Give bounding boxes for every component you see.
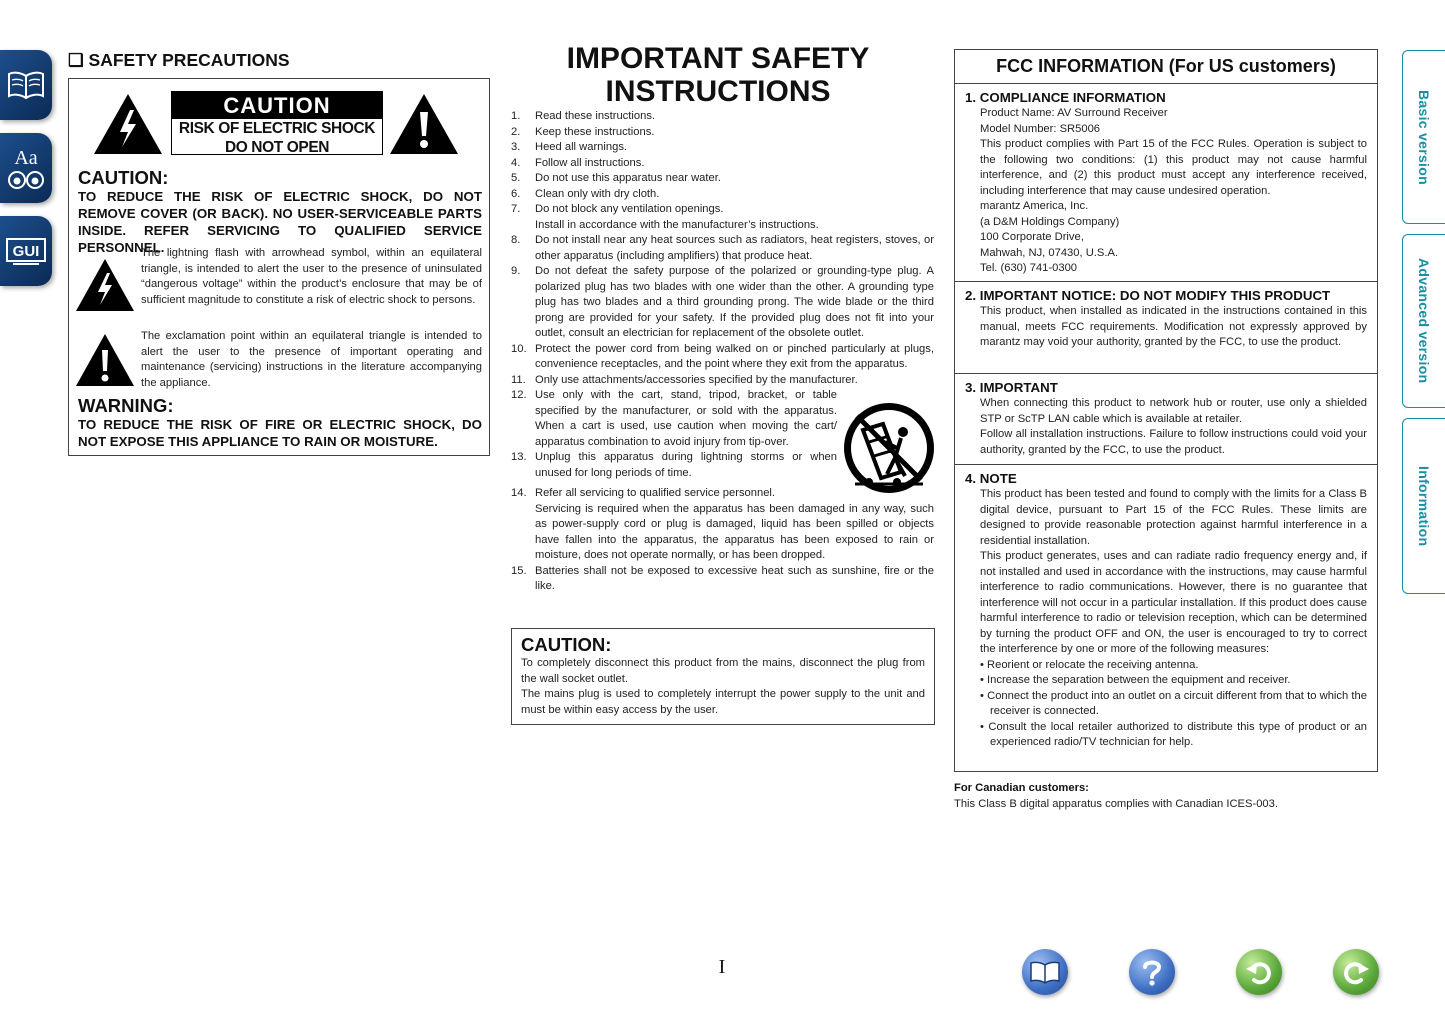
contents-tab[interactable] <box>0 50 52 120</box>
fcc-text: This product generates, uses and can radiate radio frequency energy and, if not installed and used in accordance with the instructions, may cause harmful interference to radio communications. However, there is no guarantee that interference will not occur in a particular installation. If this product does cause harmful interference to radio or television reception, which can be determined by turning the product OFF and ON, the user is encouraged to try to correct the interference by one or more of the following measures: <box>980 550 1367 655</box>
instruction-item: 11. Only use attachments/accessories specified by the manufacturer. <box>511 373 858 386</box>
index-tab[interactable] <box>0 133 52 203</box>
fcc-line: marantz America, Inc. <box>980 200 1089 212</box>
book-icon <box>1029 960 1061 984</box>
caution-sign <box>171 91 383 155</box>
fcc-text: This product, when installed as indicated in the instructions contained in this manual, meets FCC requirements. Modification not expressly approved by marantz may void your authority, granted by the FCC, to use the product. <box>980 305 1367 348</box>
svg-text:GUI: GUI <box>12 243 40 260</box>
fcc-section-heading: 3. IMPORTANT <box>965 380 1058 395</box>
fcc-line: Tel. (630) 741-0300 <box>980 262 1078 274</box>
tab-basic-version[interactable] <box>1402 50 1445 224</box>
instruction-item: 1. Read these instructions. <box>511 110 656 122</box>
instruction-item: 13. Unplug this apparatus during lightning storms or when unused for long periods of time. <box>511 451 837 479</box>
fcc-line: 100 Corporate Drive, <box>980 231 1084 243</box>
help-button[interactable] <box>1129 949 1175 995</box>
page-title-line2: INSTRUCTIONS <box>605 75 831 108</box>
tab-basic-version-label: Basic version <box>1416 89 1432 185</box>
caution-box-text: The mains plug is used to completely interrupt the power supply to the unit and must be within easy access by the user. <box>521 688 925 716</box>
tab-information[interactable] <box>1402 418 1445 594</box>
back-button[interactable] <box>1236 949 1282 995</box>
fcc-section-notice <box>955 282 1377 374</box>
warning-heading: WARNING: <box>78 395 174 416</box>
exclamation-symbol-text: The exclamation point within an equilateral triangle is intended to alert the user to the presence of important operating and maintenance (servicing) instructions in the literature accompanying the appliance. <box>141 330 482 389</box>
lightning-warning-icon <box>92 92 164 156</box>
exclamation-warning-icon <box>388 92 460 156</box>
canadian-heading: For Canadian customers: <box>954 782 1089 794</box>
caution-text: TO REDUCE THE RISK OF ELECTRIC SHOCK, DO NOT REMOVE COVER (OR BACK). NO USER-SERVICEABLE PARTS INSIDE. REFER SERVICING TO QUALIFIED SERVICE PERSONNEL. <box>78 189 482 255</box>
instruction-item: 6. Clean only with dry cloth. <box>511 187 660 200</box>
fcc-line: Product Name: AV Surround Receiver <box>980 107 1168 119</box>
fcc-section-compliance <box>955 84 1377 282</box>
caution-box <box>511 628 935 725</box>
tab-information-label: Information <box>1416 465 1432 547</box>
instruction-item: 8. Do not install near any heat sources such as radiators, heat registers, stoves, or other apparatus (including amplifiers) that produce heat. <box>511 234 934 262</box>
fcc-line: Mahwah, NJ, 07430, U.S.A. <box>980 246 1119 259</box>
fcc-line: (a D&M Holdings Company) <box>980 215 1120 228</box>
page-number: I <box>718 956 726 978</box>
instructions-list <box>511 109 934 595</box>
fcc-information-box <box>954 49 1378 772</box>
fcc-section-heading: 4. NOTE <box>965 471 1017 486</box>
fcc-section-note <box>955 465 1377 755</box>
instruction-item: 2. Keep these instructions. <box>511 125 655 138</box>
lightning-symbol-text: The lightning flash with arrowhead symbol, within an equilateral triangle, is intended to alert the user to the presence of uninsulated “dangerous voltage” within the product’s enclosure that may be of sufficient magnitude to constitute a risk of electric shock to persons. <box>141 247 482 306</box>
instruction-item: 10. Protect the power cord from being walked on or pinched particularly at plugs, convenience receptacles, and the point where they exit from the apparatus. <box>511 342 934 370</box>
page-title <box>511 42 925 108</box>
cart-warning-icon <box>843 402 935 494</box>
instruction-item: 3. Heed all warnings. <box>511 141 628 153</box>
warning-text: TO REDUCE THE RISK OF FIRE OR ELECTRIC SHOCK, DO NOT EXPOSE THIS APPLIANCE TO RAIN OR MOISTURE. <box>78 417 482 449</box>
lightning-symbol-icon <box>74 257 136 313</box>
svg-text:Aa: Aa <box>14 147 38 169</box>
instruction-item: 4. Follow all instructions. <box>511 156 645 169</box>
fcc-line: This product complies with Part 15 of the FCC Rules. Operation is subject to the following two conditions: (1) this product may not cause harmful interference, and (2) this product must accept any interference received, including interference that may cause undesired operation. <box>980 138 1367 197</box>
instruction-item: 12. Use only with the cart, stand, tripod, bracket, or table specified by the manufacturer, or sold with the apparatus. When a cart is used, use caution when moving the cart/ apparatus combination to avoid injury from tip-over. <box>511 389 837 448</box>
redo-arrow-icon <box>1341 957 1371 987</box>
instruction-item: 14. Refer all servicing to qualified service personnel. Servicing is required when the apparatus has been damaged in any way, such as power-supply cord or plug is damaged, liquid has been spilled or objects have fallen into the apparatus, the apparatus has been exposed to rain or moisture, does not operate normally, or has been dropped. <box>511 487 934 561</box>
index-icon <box>6 140 46 196</box>
instruction-item: 5. Do not use this apparatus near water. <box>511 172 721 184</box>
caution-sign-title: CAUTION <box>172 92 382 119</box>
caution-sign-line1: RISK OF ELECTRIC SHOCK <box>178 120 376 137</box>
contents-button[interactable] <box>1022 949 1068 995</box>
tab-advanced-version-label: Advanced version <box>1416 258 1432 384</box>
question-icon <box>1139 957 1165 987</box>
fcc-bullet: • Consult the local retailer authorized to distribute this type of product or an experienced radio/TV technician for help. <box>980 720 1367 748</box>
undo-arrow-icon <box>1244 957 1274 987</box>
fcc-text: This product has been tested and found to comply with the limits for a Class B digital device, pursuant to Part 15 of the FCC Rules. These limits are designed to provide reasonable protection against harmful interference in a residential installation. <box>980 488 1367 547</box>
tab-advanced-version[interactable] <box>1402 234 1445 408</box>
forward-button[interactable] <box>1333 949 1379 995</box>
safety-precautions-box <box>68 78 490 456</box>
fcc-text: When connecting this product to network hub or router, use only a shielded STP or ScTP LAN cable which is available at retailer. <box>980 397 1367 425</box>
gui-icon <box>5 235 47 267</box>
fcc-section-important <box>955 374 1377 465</box>
instruction-item: 7. Do not block any ventilation openings. Install in accordance with the manufacturer’s instructions. <box>511 203 819 231</box>
fcc-bullet: • Reorient or relocate the receiving antenna. <box>980 658 1199 671</box>
fcc-bullet: • Increase the separation between the equipment and receiver. <box>980 674 1291 686</box>
safety-precautions-heading: ❑ SAFETY PRECAUTIONS <box>68 50 290 70</box>
exclamation-symbol-icon <box>74 332 136 388</box>
caution-sign-line2: DO NOT OPEN <box>224 139 330 156</box>
instruction-item: 15. Batteries shall not be exposed to excessive heat such as sunshine, fire or the like. <box>511 564 934 592</box>
fcc-bullet: • Connect the product into an outlet on a circuit different from that to which the receiver is connected. <box>980 689 1367 717</box>
caution-box-heading: CAUTION: <box>521 634 612 655</box>
gui-tab[interactable] <box>0 216 52 286</box>
fcc-section-heading: 1. COMPLIANCE INFORMATION <box>965 90 1166 105</box>
page-title-line1: IMPORTANT SAFETY <box>566 42 870 75</box>
fcc-section-heading: 2. IMPORTANT NOTICE: DO NOT MODIFY THIS PRODUCT <box>965 288 1331 303</box>
instruction-item: 9. Do not defeat the safety purpose of the polarized or grounding-type plug. A polarized plug has two blades with one wider than the other. A grounding type plug has two blades and a third grounding prong. The wide blade or the third prong are provided for your safety. If the provided plug does not fit into your outlet, consult an electrician for replacement of the obsolete outlet. <box>511 265 934 339</box>
book-icon <box>7 70 45 100</box>
caution-box-text: To completely disconnect this product from the mains, disconnect the plug from the wall socket outlet. <box>521 657 925 685</box>
fcc-title: FCC INFORMATION (For US customers) <box>955 50 1377 84</box>
fcc-line: Model Number: SR5006 <box>980 122 1101 135</box>
canadian-text: This Class B digital apparatus complies with Canadian ICES-003. <box>954 797 1278 810</box>
fcc-text: Follow all installation instructions. Failure to follow instructions could void your authority, granted by the FCC, to use the product. <box>980 428 1367 456</box>
canadian-note <box>954 781 1278 812</box>
caution-heading: CAUTION: <box>78 167 169 188</box>
